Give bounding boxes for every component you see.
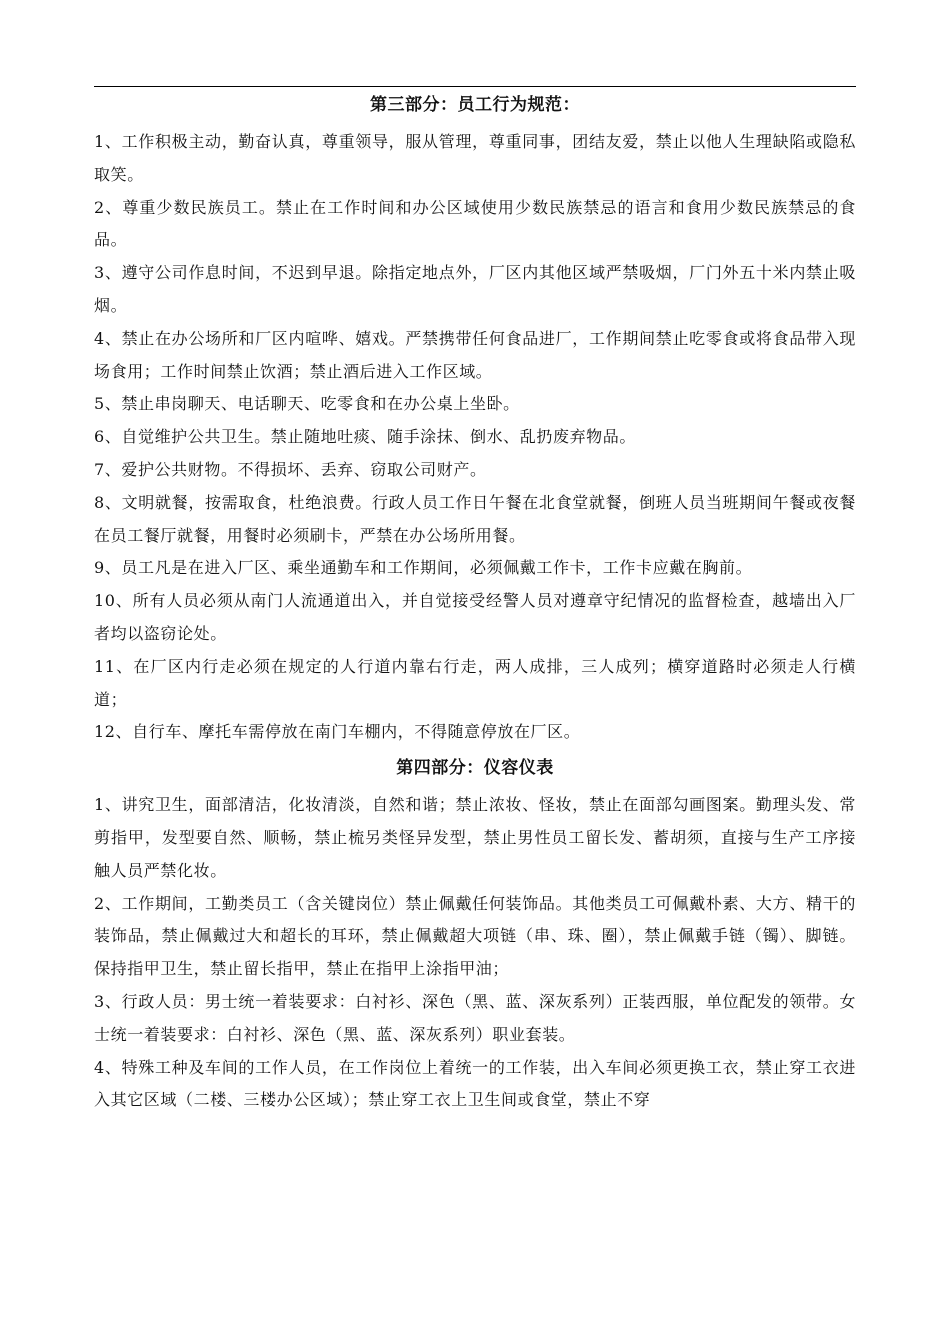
conduct-item-2: 2、尊重少数民族员工。禁止在工作时间和办公区域使用少数民族禁忌的语言和食用少数民族禁忌的食品。 xyxy=(94,197,856,250)
conduct-item-4: 4、禁止在办公场所和厂区内喧哗、嬉戏。严禁携带任何食品进厂，工作期间禁止吃零食或将食品带入现场食用；工作时间禁止饮酒；禁止酒后进入工作区域。 xyxy=(94,328,856,381)
appearance-item-3: 3、行政人员：男士统一着装要求：白衬衫、深色（黑、蓝、深灰系列）正装西服，单位配发的领带。女士统一着装要求：白衬衫、深色（黑、蓝、深灰系列）职业套装。 xyxy=(94,991,856,1044)
conduct-item-9: 9、员工凡是在进入厂区、乘坐通勤车和工作期间，必须佩戴工作卡，工作卡应戴在胸前。 xyxy=(94,558,753,578)
conduct-item-5: 5、禁止串岗聊天、电话聊天、吃零食和在办公桌上坐卧。 xyxy=(94,394,520,414)
conduct-item-8: 8、文明就餐，按需取食，杜绝浪费。行政人员工作日午餐在北食堂就餐，倒班人员当班期间午餐或夜餐在员工餐厅就餐，用餐时必须刷卡，严禁在办公场所用餐。 xyxy=(94,492,856,545)
conduct-item-11: 11、在厂区内行走必须在规定的人行道内靠右行走，两人成排，三人成列；横穿道路时必须走人行横道； xyxy=(94,656,856,709)
conduct-item-1: 1、工作积极主动，勤奋认真，尊重领导，服从管理，尊重同事，团结友爱，禁止以他人生理缺陷或隐私取笑。 xyxy=(94,132,856,184)
section-title: 第四部分：仪容仪表 xyxy=(396,758,554,779)
section-appearance xyxy=(94,757,856,1117)
appearance-item-4: 4、特殊工种及车间的工作人员，在工作岗位上着统一的工作装，出入车间必须更换工衣，禁止穿工衣进入其它区域（二楼、三楼办公区域）；禁止穿工衣上卫生间或食堂，禁止不穿 xyxy=(94,1057,856,1110)
section-employee-conduct xyxy=(94,94,856,749)
conduct-item-3: 3、遵守公司作息时间，不迟到早退。除指定地点外，厂区内其他区域严禁吸烟，厂门外五十米内禁止吸烟。 xyxy=(94,263,856,315)
conduct-item-12: 12、自行车、摩托车需停放在南门车棚内，不得随意停放在厂区。 xyxy=(94,722,581,742)
document-body xyxy=(94,94,856,1117)
appearance-item-2: 2、工作期间，工勤类员工（含关键岗位）禁止佩戴任何装饰品。其他类员工可佩戴朴素、大方、精干的装饰品，禁止佩戴过大和超长的耳环，禁止佩戴超大项链（串、珠、圈），禁止佩戴手链（镯）、脚链。保持指甲卫生，禁止留长指甲，禁止在指甲上涂指甲油； xyxy=(94,893,856,979)
conduct-item-7: 7、爱护公共财物。不得损坏、丢弃、窃取公司财产。 xyxy=(94,459,487,479)
header-rule xyxy=(94,86,856,87)
appearance-item-1: 1、讲究卫生，面部清洁，化妆清淡，自然和谐；禁止浓妆、怪妆，禁止在面部勾画图案。勤理头发、常剪指甲，发型要自然、顺畅，禁止梳另类怪异发型，禁止男性员工留长发、蓄胡须，直接与生产工序接触人员严禁化妆。 xyxy=(94,795,856,880)
section-title: 第三部分：员工行为规范： xyxy=(370,95,580,115)
conduct-item-10: 10、所有人员必须从南门人流通道出入，并自觉接受经警人员对遵章守纪情况的监督检查，越墙出入厂者均以盗窃论处。 xyxy=(94,591,856,643)
conduct-item-6: 6、自觉维护公共卫生。禁止随地吐痰、随手涂抹、倒水、乱扔废弃物品。 xyxy=(94,427,636,447)
